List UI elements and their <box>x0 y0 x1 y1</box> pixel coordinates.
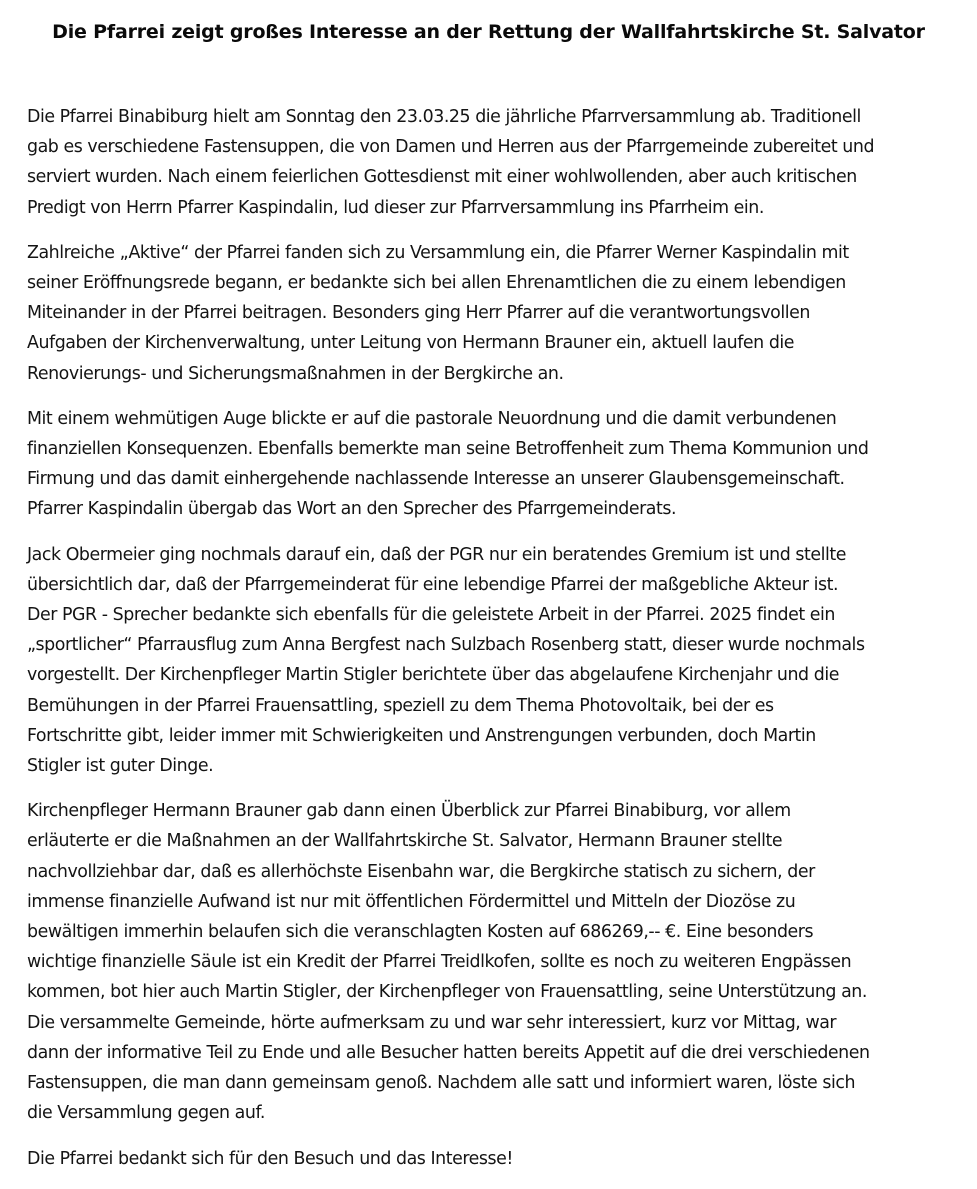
paragraph <box>27 238 959 389</box>
text-line: Bemühungen in der Pfarrei Frauensattling, speziell zu dem Thema Photovoltaik, bei der es <box>27 695 774 716</box>
text-line: wichtige finanzielle Säule ist ein Kredit der Pfarrei Treidlkofen, sollte es noch zu weiteren Engpässen <box>27 952 852 973</box>
text-line: immense finanzielle Aufwand ist nur mit öffentlichen Fördermittel und Mitteln der Diozöse zu <box>27 891 796 912</box>
text-line: dann der informative Teil zu Ende und alle Besucher hatten bereits Appetit auf die drei verschiedenen <box>27 1042 870 1063</box>
text-line: Der PGR - Sprecher bedankte sich ebenfalls für die geleistete Arbeit in der Pfarrei. 2025 findet ein <box>27 605 835 626</box>
text-line: Jack Obermeier ging nochmals darauf ein, daß der PGR nur ein beratendes Gremium ist und stellte <box>27 544 847 565</box>
text-line: Renovierungs- und Sicherungsmaßnahmen in der Bergkirche an. <box>27 363 564 384</box>
text-line: serviert wurden. Nach einem feierlichen Gottesdienst mit einer wohlwollenden, aber auch kritischen <box>27 167 857 188</box>
text-line: Die Pfarrei bedankt sich für den Besuch und das Interesse! <box>27 1148 513 1169</box>
article-title: Die Pfarrei zeigt großes Interesse an der Rettung der Wallfahrtskirche St. Salvator <box>52 21 925 43</box>
text-line: seiner Eröffnungsrede begann, er bedankte sich bei allen Ehrenamtlichen die zu einem lebendigen <box>27 273 846 294</box>
text-line: Die Pfarrei Binabiburg hielt am Sonntag den 23.03.25 die jährliche Pfarrversammlung ab. Traditionell <box>27 107 861 127</box>
text-line: Stigler ist guter Dinge. <box>27 756 214 777</box>
text-line: Predigt von Herrn Pfarrer Kaspindalin, lud dieser zur Pfarrversammlung ins Pfarrheim ein. <box>27 197 764 218</box>
text-line: Miteinander in der Pfarrei beitragen. Besonders ging Herr Pfarrer auf die verantwortungsvollen <box>27 303 810 324</box>
paragraph <box>27 1144 959 1174</box>
text-line: Kirchenpfleger Hermann Brauner gab dann einen Überblick zur Pfarrei Binabiburg, vor allem <box>27 801 791 822</box>
text-line: Zahlreiche „Aktive“ der Pfarrei fanden sich zu Versammlung ein, die Pfarrer Werner Kaspindalin mit <box>27 242 849 263</box>
article-body <box>27 102 959 1189</box>
text-line: die Versammlung gegen auf. <box>27 1103 265 1124</box>
paragraph <box>27 540 959 782</box>
paragraph <box>27 796 959 1128</box>
text-line: Aufgaben der Kirchenverwaltung, unter Leitung von Hermann Brauner ein, aktuell laufen die <box>27 333 795 354</box>
text-line: kommen, bot hier auch Martin Stigler, der Kirchenpfleger von Frauensattling, seine Unterstützung an. <box>27 982 867 1003</box>
text-line: Fastensuppen, die man dann gemeinsam genoß. Nachdem alle satt und informiert waren, löste sich <box>27 1073 856 1094</box>
paragraph <box>27 102 959 223</box>
text-line: Pfarrer Kaspindalin übergab das Wort an den Sprecher des Pfarrgemeinderats. <box>27 499 677 520</box>
text-line: finanziellen Konsequenzen. Ebenfalls bemerkte man seine Betroffenheit zum Thema Kommunion und <box>27 439 869 460</box>
text-line: bewältigen immerhin belaufen sich die veranschlagten Kosten auf 686269,-- €. Eine besonders <box>27 922 814 943</box>
text-line: Mit einem wehmütigen Auge blickte er auf die pastorale Neuordnung und die damit verbundenen <box>27 408 837 429</box>
text-line: Die versammelte Gemeinde, hörte aufmerksam zu und war sehr interessiert, kurz vor Mittag, war <box>27 1012 837 1033</box>
text-line: erläuterte er die Maßnahmen an der Wallfahrtskirche St. Salvator, Hermann Brauner stellte <box>27 831 783 852</box>
text-line: „sportlicher“ Pfarrausflug zum Anna Bergfest nach Sulzbach Rosenberg statt, dieser wurde nochmals <box>27 635 865 656</box>
text-line: Fortschritte gibt, leider immer mit Schwierigkeiten und Anstrengungen verbunden, doch Martin <box>27 725 816 746</box>
text-line: vorgestellt. Der Kirchenpfleger Martin Stigler berichtete über das abgelaufene Kirchenjahr und die <box>27 665 839 686</box>
text-line: gab es verschiedene Fastensuppen, die von Damen und Herren aus der Pfarrgemeinde zubereitet und <box>27 137 875 158</box>
text-line: Firmung und das damit einhergehende nachlassende Interesse an unserer Glaubensgemeinschaft. <box>27 469 845 490</box>
text-line: nachvollziehbar dar, daß es allerhöchste Eisenbahn war, die Bergkirche statisch zu sichern, der <box>27 861 815 882</box>
paragraph <box>27 404 959 525</box>
text-line: übersichtlich dar, daß der Pfarrgemeinderat für eine lebendige Pfarrei der maßgebliche Akteur ist. <box>27 574 839 595</box>
